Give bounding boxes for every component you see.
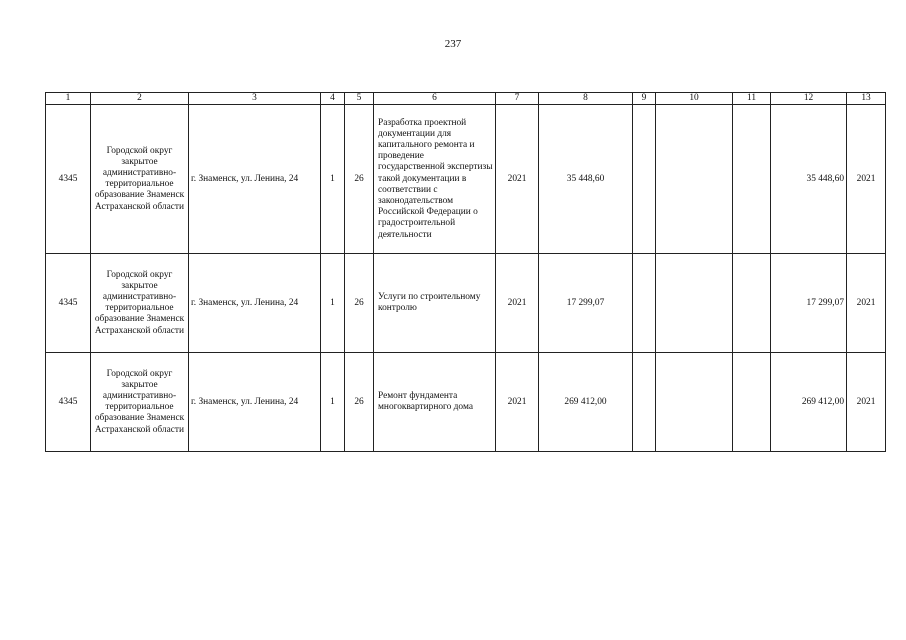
cell-col10 — [656, 254, 733, 353]
column-header: 3 — [189, 93, 321, 105]
column-header: 1 — [46, 93, 91, 105]
cell-col12: 269 412,00 — [771, 353, 847, 452]
cell-col9 — [633, 105, 656, 254]
cell-col12: 35 448,60 — [771, 105, 847, 254]
cell-col13: 2021 — [847, 254, 886, 353]
cell-municipality: Городской округ закрытое административно-территориальное образование Знаменск Астраханской области — [91, 254, 189, 353]
data-table — [45, 92, 886, 452]
column-header: 8 — [539, 93, 633, 105]
column-header: 4 — [321, 93, 345, 105]
cell-col11 — [733, 353, 771, 452]
table-row — [46, 254, 886, 353]
cell-col10 — [656, 353, 733, 452]
cell-col11 — [733, 254, 771, 353]
column-header: 9 — [633, 93, 656, 105]
cell-col13: 2021 — [847, 353, 886, 452]
cell-cost: 17 299,07 — [539, 254, 633, 353]
cell-year: 2021 — [496, 254, 539, 353]
column-header: 7 — [496, 93, 539, 105]
column-header: 10 — [656, 93, 733, 105]
cell-col9 — [633, 353, 656, 452]
cell-col5: 26 — [345, 353, 374, 452]
cell-col4: 1 — [321, 254, 345, 353]
cell-code: 4345 — [46, 353, 91, 452]
column-header: 11 — [733, 93, 771, 105]
cell-col4: 1 — [321, 105, 345, 254]
column-header: 6 — [374, 93, 496, 105]
cell-municipality: Городской округ закрытое административно-территориальное образование Знаменск Астраханской области — [91, 353, 189, 452]
cell-work-type: Разработка проектной документации для капитального ремонта и проведение государственной экспертизы такой документации в соответствии с законодательством Российской Федерации о градостроительной деятельности — [374, 105, 496, 254]
cell-address: г. Знаменск, ул. Ленина, 24 — [189, 105, 321, 254]
cell-col13: 2021 — [847, 105, 886, 254]
cell-address: г. Знаменск, ул. Ленина, 24 — [189, 353, 321, 452]
cell-col5: 26 — [345, 105, 374, 254]
cell-col9 — [633, 254, 656, 353]
cell-address: г. Знаменск, ул. Ленина, 24 — [189, 254, 321, 353]
cell-col12: 17 299,07 — [771, 254, 847, 353]
cell-work-type: Услуги по строительному контролю — [374, 254, 496, 353]
table-header-row — [46, 93, 886, 105]
column-header: 5 — [345, 93, 374, 105]
column-header: 13 — [847, 93, 886, 105]
cell-work-type: Ремонт фундамента многоквартирного дома — [374, 353, 496, 452]
cell-year: 2021 — [496, 353, 539, 452]
table-row — [46, 105, 886, 254]
cell-municipality: Городской округ закрытое административно-территориальное образование Знаменск Астраханской области — [91, 105, 189, 254]
column-header: 12 — [771, 93, 847, 105]
cell-col5: 26 — [345, 254, 374, 353]
cell-col4: 1 — [321, 353, 345, 452]
table-row — [46, 353, 886, 452]
cell-col11 — [733, 105, 771, 254]
cell-col10 — [656, 105, 733, 254]
cell-year: 2021 — [496, 105, 539, 254]
column-header: 2 — [91, 93, 189, 105]
page-number: 237 — [444, 38, 462, 50]
cell-code: 4345 — [46, 254, 91, 353]
cell-cost: 35 448,60 — [539, 105, 633, 254]
cell-code: 4345 — [46, 105, 91, 254]
cell-cost: 269 412,00 — [539, 353, 633, 452]
